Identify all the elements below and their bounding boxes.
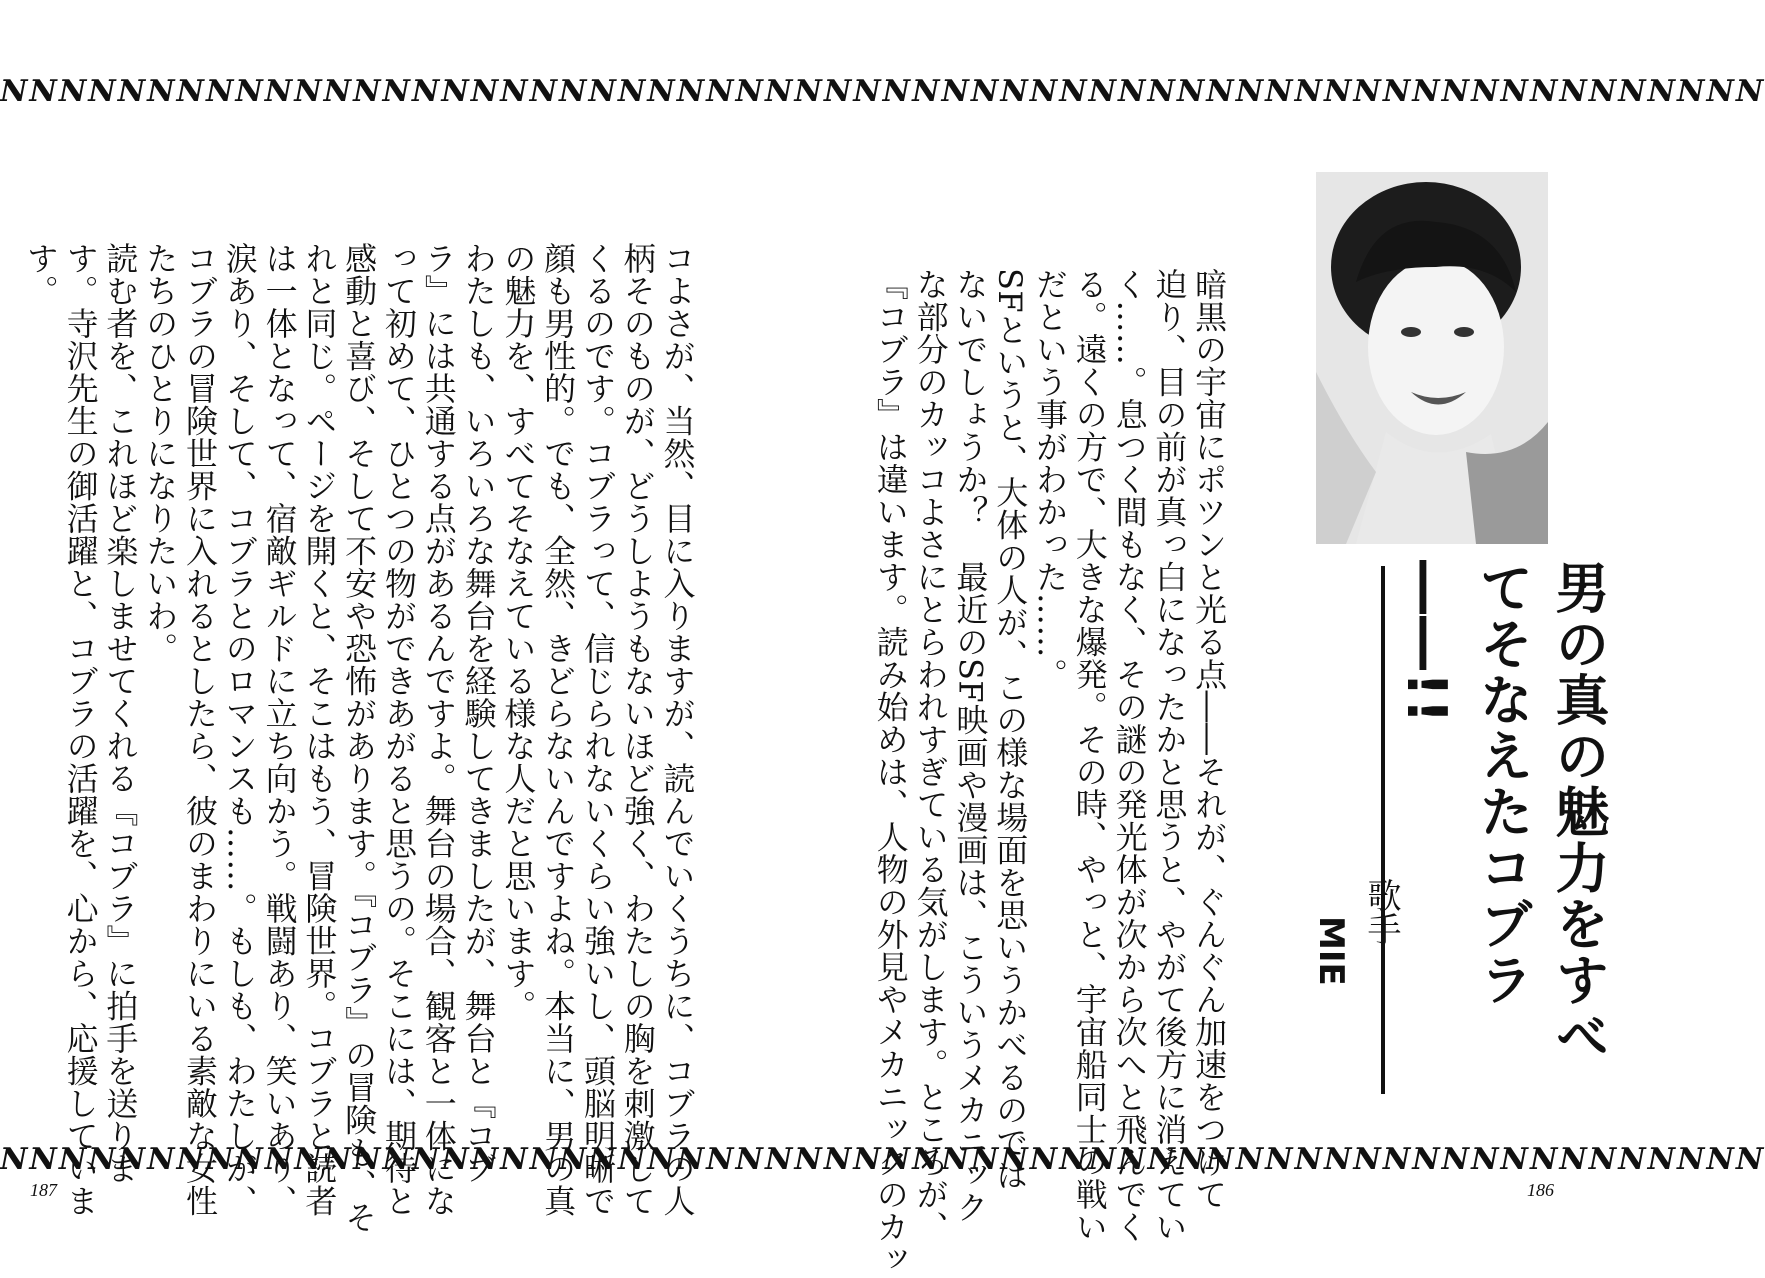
- top-decorative-border: NNNNNNNNNNNNNNNNNNNNNNNNNNNNNNNNNNNNNNNNNNNNNNNNNNNNNNNNNNNN: [0, 74, 1765, 109]
- article-body-right-page: 暗黒の宇宙にポツンと光る点――それが、ぐんぐん加速をつけて 迫り、目の前が真っ白になったかと思うと、やがて後方に消えてい く……。息つく間もなく、その謎の発光体が次から次へと飛んでく る。遠くの方で、大きな爆発。その時、やっと、宇宙船同士の戦い だという事がわかった……。 SFというと、大体の人が、この様な場面を思いうかべるのでは ないでしょうか？ 最近のSF映画や漫画は、こういうメカニック な部分のカッコよさにとらわれすぎている気がします。ところが、 『コブラ』は違います。読み始めは、人物の外見やメカニックのカッ: [871, 268, 1229, 1276]
- author-credit: [1306, 878, 1406, 1098]
- author-role: 歌手: [1361, 878, 1401, 946]
- article-title: 男の真の魅力をすべてそなえたコブラ――!!: [1395, 560, 1610, 1064]
- article-body-left-page: コよさが、当然、目に入りますが、読んでいくうちに、コブラの人 柄そのものが、どうしようもないほど強く、わたしの胸を刺激して くるのです。コブラって、信じられないくらい強いし、頭脳明晰で 顔も男性的。でも、全然、きどらないんですよね。本当に、男の真 の魅力を、すべてそなえている様な人だと思います。 わたしも、いろいろな舞台を経験してきましたが、舞台と『コブ ラ』には共通する点があるんですよ。舞台の場合、観客と一体にな って初めて、ひとつの物ができあがると思うの。そこには、期待と 感動と喜び、そして不安や恐怖があります。『コブラ』の冒険も、そ れと同じ。ページを開くと、そこはもう、冒険世界。コブラと読者 は一体となって、宿敵ギルドに立ち向かう。戦闘あり、笑いあり、 涙あり、そして、コブラとのロマンスも……。もしも、わたしが、 コブラの冒険世界に入れるとしたら、彼のまわりにいる素敵な女性 たちのひとりになりたいわ。 読む者を、これほど楽しませてくれる『コブラ』に拍手を送りま す。寺沢先生の御活躍と、コブラの活躍を、心から、応援していま す。: [21, 242, 697, 1234]
- portrait-image: [1316, 172, 1548, 544]
- bottom-decorative-border: NNNNNNNNNNNNNNNNNNNNNNNNNNNNNNNNNNNNNNNNNNNNNNNNNNNNNNNNNNNN: [0, 1142, 1765, 1177]
- page-number-right: 186: [1527, 1180, 1554, 1200]
- page-number-left: 187: [30, 1180, 57, 1200]
- author-name: MIE: [1311, 916, 1351, 986]
- portrait-photo: [1316, 172, 1548, 544]
